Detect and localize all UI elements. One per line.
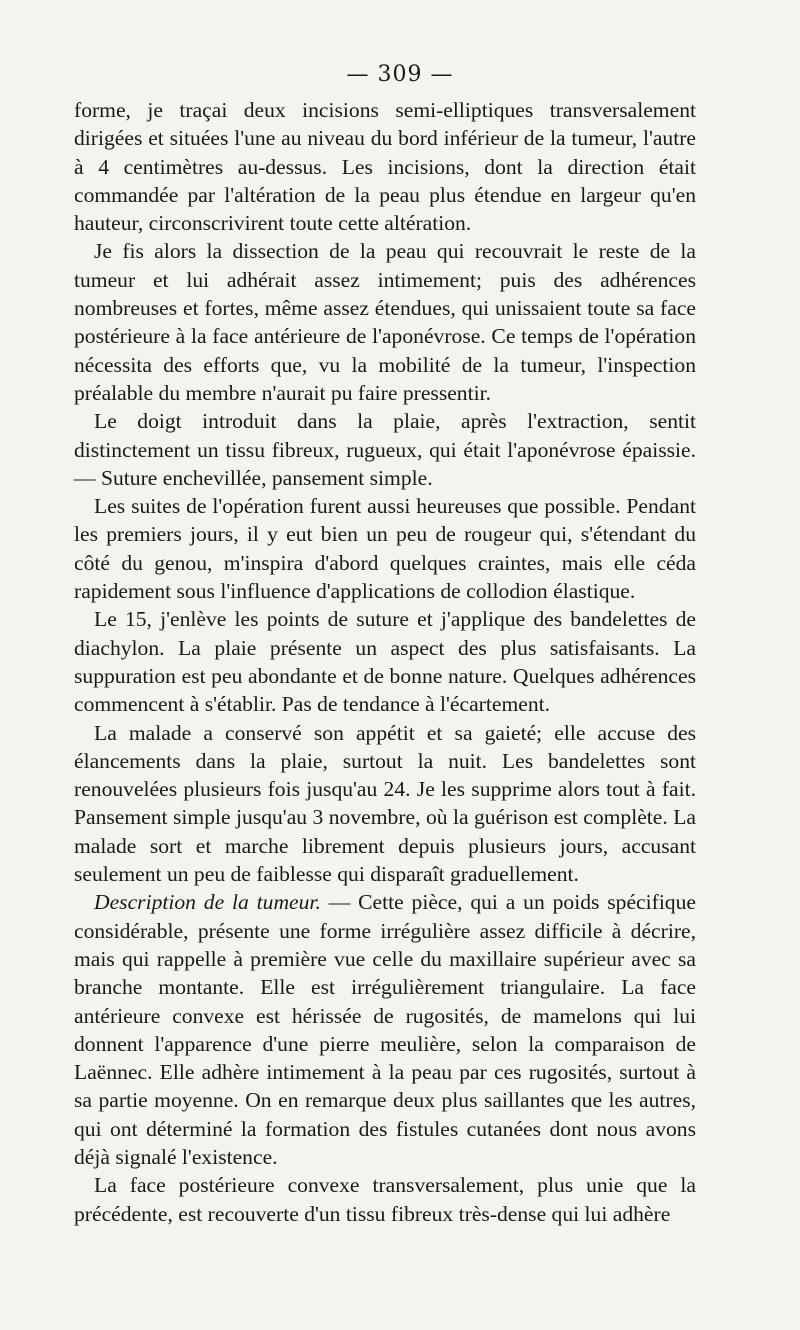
paragraph-8: La face postérieure convexe transversalement, plus unie que la précédente, est recouverte d'un tissu fibreux très-dense qui lui adhère [74, 1173, 696, 1226]
page-number-header: — 309 — [346, 62, 454, 87]
paragraph-1: forme, je traçai deux incisions semi-elliptiques transversalement dirigées et situées l'une au niveau du bord inférieur de la tumeur, l'autre à 4 centimètres au-dessus. Les incisions, dont la direction était commandée par l'altération de la peau plus étendue en largeur qu'en hauteur, circonscrivirent toute cette altération. [74, 98, 696, 236]
paragraph-6: La malade a conservé son appétit et sa gaieté; elle accuse des élancements dans la plaie, surtout la nuit. Les bandelettes sont renouvelées plusieurs fois jusqu'au 24. Je les supprime alors tout à fait. Pansement simple jusqu'au 3 novembre, où la guérison est complète. La malade sort et marche librement depuis plusieurs jours, accusant seulement un peu de faiblesse qui disparaît graduellement. [74, 720, 696, 887]
paragraph-7 [74, 888, 696, 1171]
paragraph-5: Le 15, j'enlève les points de suture et j'applique des bandelettes de diachylon. La plaie présente un aspect des plus satisfaisants. La suppuration est peu abondante et de bonne nature. Quelques adhérences commencent à s'établir. Pas de tendance à l'écartement. [74, 607, 696, 717]
body-text [74, 96, 696, 1228]
paragraph-2: Je fis alors la dissection de la peau qui recouvrait le reste de la tumeur et lui adhérait assez intimement; puis des adhérences nombreuses et fortes, même assez étendues, qui unissaient toute sa face postérieure à la face antérieure de l'aponévrose. Ce temps de l'opération nécessita des efforts que, vu la mobilité de la tumeur, l'inspection préalable du membre n'aurait pu faire pressentir. [74, 239, 696, 405]
section-heading: Description de la tumeur. [94, 890, 321, 915]
paragraph-4: Les suites de l'opération furent aussi heureuses que possible. Pendant les premiers jours, il y eut bien un peu de rougeur qui, s'étendant du côté du genou, m'inspira d'abord quelques craintes, mais elle céda rapidement sous l'influence d'applications de collodion élastique. [74, 494, 696, 604]
paragraph-3: Le doigt introduit dans la plaie, après l'extraction, sentit distinctement un tissu fibreux, rugueux, qui était l'aponévrose épaissie. — Suture enchevillée, pansement simple. [74, 409, 696, 490]
paragraph-7-text: — Cette pièce, qui a un poids spécifique considérable, présente une forme irrégulière assez difficile à décrire, mais qui rappelle à première vue celle du maxillaire supérieur avec sa branche montante. Elle est irrégulièrement triangulaire. La face antérieure convexe est hérissée de rugosités, de mamelons qui lui donnent l'apparence d'une pierre meulière, selon la comparaison de Laënnec. Elle adhère intimement à la peau par ces rugosités, surtout à sa partie moyenne. On en remarque deux plus saillantes que les autres, qui ont déterminé la formation des fistules cutanées dont nous avons déjà signalé l'existence. [74, 890, 696, 1169]
